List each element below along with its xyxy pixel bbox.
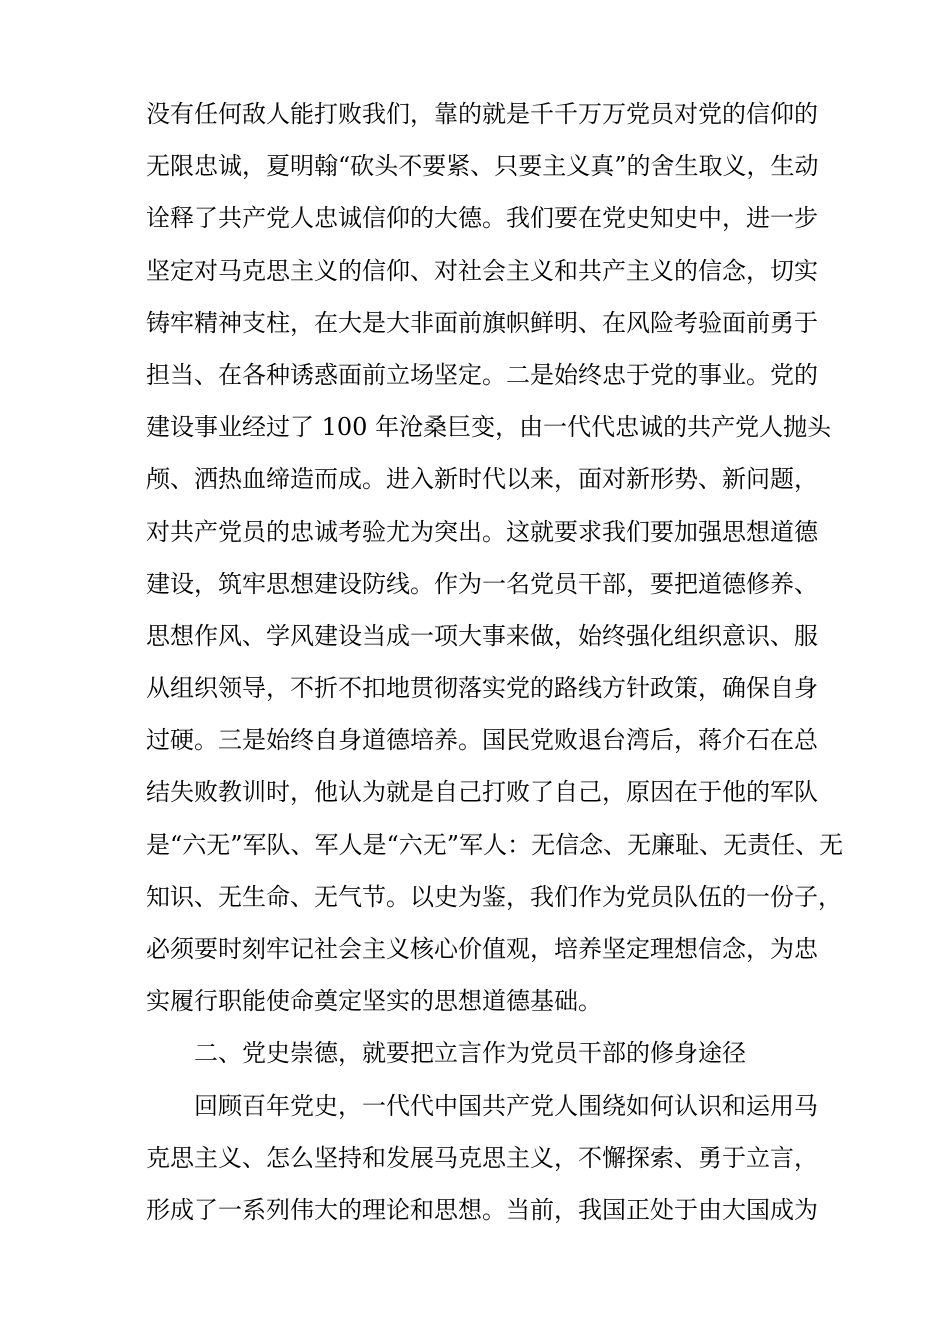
text-line: 铸牢精神支柱，在大是大非面前旗帜鲜明、在风险考验面前勇于	[146, 308, 818, 337]
text-line: 形成了一系列伟大的理论和思想。当前，我国正处于由大国成为	[146, 1195, 818, 1224]
text-line: 没有任何敌人能打败我们，靠的就是千千万万党员对党的信仰的	[146, 100, 818, 128]
text-line: 结失败教训时，他认为就是自己打败了自己，原因在于他的军队	[146, 778, 818, 807]
text-line: 克思主义、怎么坚持和发展马克思主义，不懈探索、勇于立言，	[146, 1143, 818, 1172]
text-line: 诠释了共产党人忠诚信仰的大德。我们要在党史知史中，进一步	[146, 204, 818, 233]
text-line: 颅、洒热血缔造而成。进入新时代以来，面对新形势、新问题，	[146, 465, 818, 494]
text-line: 建设事业经过了 100 年沧桑巨变，由一代代忠诚的共产党人抛头	[146, 413, 832, 442]
paragraph-first-line: 回顾百年党史，一代代中国共产党人围绕如何认识和运用马	[194, 1091, 818, 1120]
text-line: 必须要时刻牢记社会主义核心价值观，培养坚定理想信念，为忠	[146, 935, 818, 963]
text-line: 担当、在各种诱惑面前立场坚定。二是始终忠于党的事业。党的	[146, 360, 818, 389]
text-line: 从组织领导，不折不扣地贯彻落实党的路线方针政策，确保自身	[146, 674, 818, 703]
text-line: 是“六无”军队、军人是“六无”军人：无信念、无廉耻、无责任、无	[146, 830, 844, 859]
text-line: 知识、无生命、无气节。以史为鉴，我们作为党员队伍的一份子，	[146, 882, 842, 911]
text-line: 过硬。三是始终自身道德培养。国民党败退台湾后，蒋介石在总	[146, 726, 818, 755]
text-line: 思想作风、学风建设当成一项大事来做，始终强化组织意识、服	[146, 621, 818, 650]
text-line: 无限忠诚，夏明翰“砍头不要紧、只要主义真”的舍生取义，生动	[146, 152, 819, 181]
text-line: 坚定对马克思主义的信仰、对社会主义和共产主义的信念，切实	[146, 256, 818, 285]
text-line: 建设，筑牢思想建设防线。作为一名党员干部，要把道德修养、	[146, 569, 818, 598]
section-heading: 二、党史崇德，就要把立言作为党员干部的修身途径	[194, 1039, 746, 1068]
text-line: 对共产党员的忠诚考验尤为突出。这就要求我们要加强思想道德	[146, 517, 818, 546]
document-body	[146, 88, 844, 1236]
paragraph-end-line: 实履行职能使命奠定坚实的思想道德基础。	[146, 987, 602, 1016]
